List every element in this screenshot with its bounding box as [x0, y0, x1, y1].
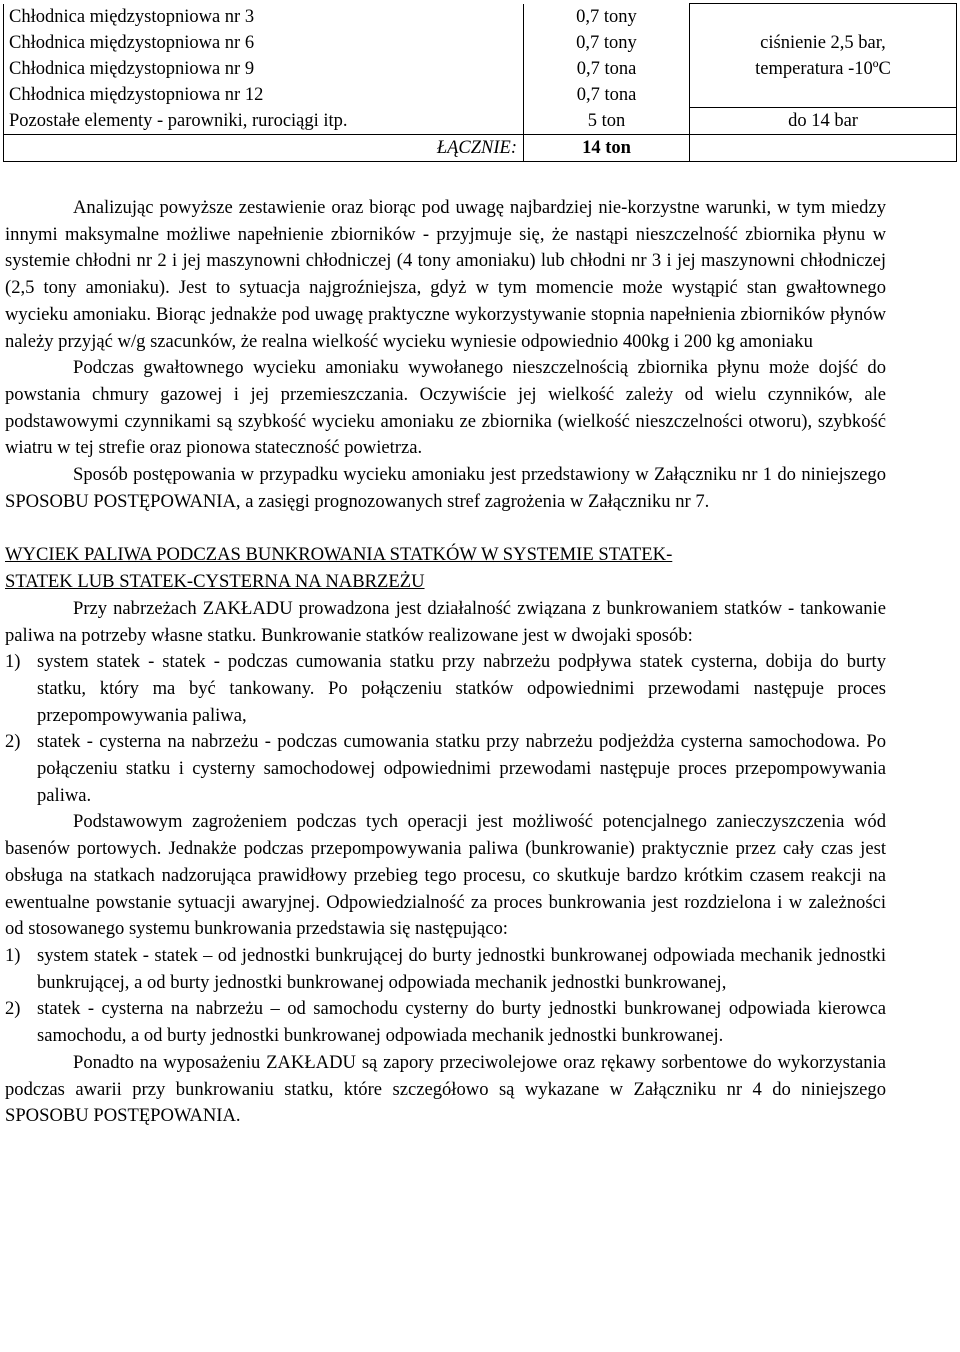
conditions-pressure: ciśnienie 2,5 bar,: [760, 32, 886, 53]
item-name: Pozostałe elementy - parowniki, rurociągi itp.: [4, 108, 524, 135]
item-conditions: [690, 4, 957, 108]
list-item: [5, 649, 886, 729]
list-number: 2): [5, 998, 21, 1020]
table-row: [4, 108, 957, 135]
paragraph: Przy nabrzeżach ZAKŁADU prowadzona jest działalność związana z bunkrowaniem statków - tankowanie paliwa na potrzeby własne statku. Bunkrowanie statków realizowane jest w dwojaki sposób:: [5, 597, 886, 646]
item-amount: 0,7 tona: [524, 82, 690, 108]
list-text: system statek - statek – od jednostki bunkrującej do burty jednostki bunkrowanej odpowiada mechanik jednostki bunkrującej, a od burty jednostki bunkrowanej odpowiada mechanik jednostki bunkrowanej,: [37, 944, 886, 993]
paragraph: Ponadto na wyposażeniu ZAKŁADU są zapory przeciwolejowe oraz rękawy sorbentowe do wykorzystania podczas awarii przy bunkrowaniu statku, które szczegółowo są wykazane w Załączniku nr 4 do niniejszego SPOSOBU POSTĘPOWANIA.: [5, 1051, 886, 1127]
total-value: 14 ton: [524, 135, 690, 162]
list-number: 2): [5, 731, 21, 753]
list-number: 1): [5, 944, 21, 966]
list-item: [5, 996, 886, 1049]
item-name: Chłodnica międzystopniowa nr 6: [4, 30, 524, 56]
section-heading-line-1: WYCIEK PALIWA PODCZAS BUNKROWANIA STATKÓW W SYSTEMIE STATEK-: [5, 544, 673, 566]
item-name: Chłodnica międzystopniowa nr 9: [4, 56, 524, 82]
ammonia-inventory-table: [3, 3, 957, 162]
item-name: Chłodnica międzystopniowa nr 3: [4, 4, 524, 30]
item-amount: 5 ton: [524, 108, 690, 135]
conditions-temperature: temperatura -10ºC: [755, 58, 891, 79]
list-text: statek - cysterna na nabrzeżu – od samochodu cysterny do burty jednostki bunkrowanej odpowiada kierowca samochodu, a od burty jednostki bunkrowanej odpowiada mechanik jednostki bunkrowanej.: [37, 998, 886, 1047]
list-item: [5, 729, 886, 809]
empty-cell: [690, 135, 957, 162]
document-body: [5, 195, 886, 1130]
item-amount: 0,7 tona: [524, 56, 690, 82]
item-amount: 0,7 tony: [524, 4, 690, 30]
table-row: [4, 4, 957, 30]
total-label: ŁĄCZNIE:: [4, 135, 524, 162]
section-heading-line-2: STATEK LUB STATEK-CYSTERNA NA NABRZEŻU: [5, 571, 425, 593]
list-text: statek - cysterna na nabrzeżu - podczas cumowania statku przy nabrzeżu podjeżdża cysterna samochodowa. Po połączeniu statku i cysterny samochodowej odpowiednimi przewodami następuje proces przepompowywania paliwa.: [37, 731, 886, 806]
paragraph: Sposób postępowania w przypadku wycieku amoniaku jest przedstawiony w Załączniku nr 1 do niniejszego SPOSOBU POSTĘPOWANIA, a zasięgi prognozowanych stref zagrożenia w Załączniku nr 7.: [5, 464, 886, 512]
list-item: [5, 943, 886, 996]
spacer: [5, 515, 886, 542]
paragraph: Podczas gwałtownego wycieku amoniaku wywołanego nieszczelnością zbiornika płynu może dojść do powstania chmury gazowej i jej przemieszczania. Oczywiście jej wielkość zależy od wielu czynników, ale podstawowymi czynnikami są szybkość wycieku amoniaku ze zbiornika (wielkość nieszczelności otworu), szybkość wiatru w tej strefie oraz pionowa stateczność powietrza.: [5, 357, 886, 459]
list-text: system statek - statek - podczas cumowania statku przy nabrzeżu podpływa statek cysterna, dobija do burty statku, który ma być tankowany. Po połączeniu statków odpowiednimi przewodami następuje proces przepompowywania paliwa,: [37, 651, 886, 726]
paragraph: Podstawowym zagrożeniem podczas tych operacji jest możliwość potencjalnego zanieczyszczenia wód basenów portowych. Jednakże podczas przepompowywania paliwa (bunkrowanie) praktycznie przez cały czas jest obsługa na statkach nadzorująca prawidłowy przebieg tego procesu, co skutkuje bardzo krótkim czasem reakcji na ewentualne powstanie sytuacji awaryjnej. Odpowiedzialność za proces bunkrowania jest rozdzielona i w zależności od stosowanego systemu bunkrowania przedstawia się następująco:: [5, 811, 886, 940]
item-name: Chłodnica międzystopniowa nr 12: [4, 82, 524, 108]
item-amount: 0,7 tony: [524, 30, 690, 56]
list-number: 1): [5, 651, 21, 673]
paragraph: Analizując powyższe zestawienie oraz biorąc pod uwagę najbardziej nie-korzystne warunki, w tym miedzy innymi maksymalne możliwe napełnienie zbiorników - przyjmuje się, że nastąpi nieszczelność zbiornika płynu w systemie chłodni nr 2 i jej maszynowni chłodniczej (4 tony amoniaku) lub chłodni nr 3 i jej maszynowni chłodniczej (2,5 tony amoniaku). Jest to sytuacja najgroźniejsza, gdyż w tym momencie może wystąpić stan gwałtownego wycieku amoniaku. Biorąc jednakże pod uwagę praktyczne wykorzystywanie stopnia napełnienia zbiorników płynów należy przyjąć w/g szacunków, że realna wielkość wycieku wyniesie odpowiednio 400kg i 200 kg amoniaku: [5, 197, 886, 352]
item-conditions: do 14 bar: [690, 108, 957, 135]
table-total-row: [4, 135, 957, 162]
